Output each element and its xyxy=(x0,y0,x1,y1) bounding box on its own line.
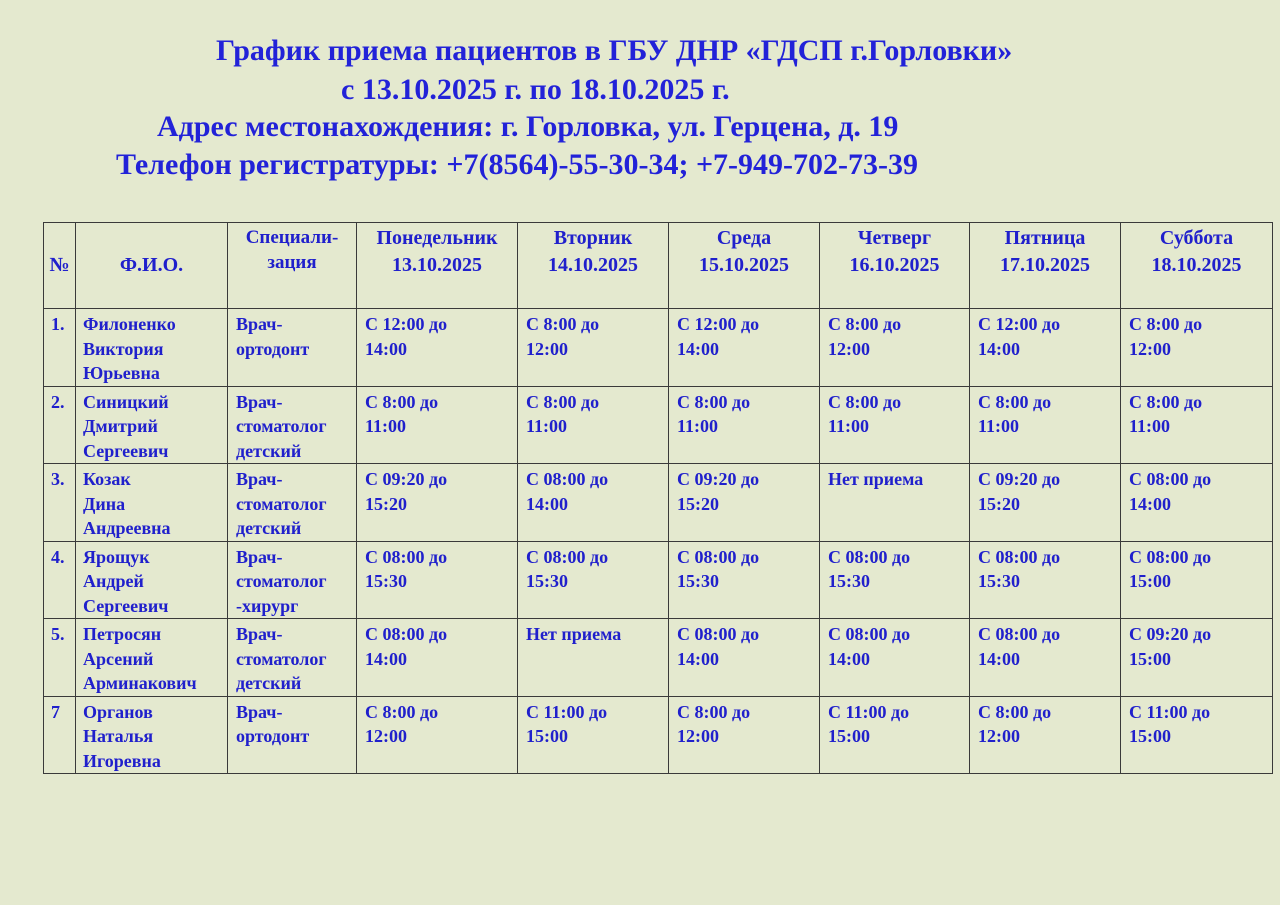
col-header-spec-line1: Специали- xyxy=(245,227,339,248)
doctor-name-cell xyxy=(76,309,228,387)
specialization-line: Врач- xyxy=(236,546,283,567)
row-number: 5. xyxy=(44,619,76,697)
hours-thursday-cell: С 08:00 до 14:00 xyxy=(820,619,970,697)
hours-saturday-cell: С 8:00 до 12:00 xyxy=(1121,309,1273,387)
doctor-name-line: Наталья xyxy=(83,726,154,746)
col-header-fio: Ф.И.О. xyxy=(76,223,228,309)
row-number: 1. xyxy=(44,309,76,387)
hours-wednesday-cell: С 8:00 до 12:00 xyxy=(669,696,820,774)
col-header-thursday xyxy=(820,223,970,309)
hours-friday-cell: С 8:00 до 11:00 xyxy=(970,386,1121,464)
hours-saturday-cell: С 11:00 до 15:00 xyxy=(1121,696,1273,774)
row-number: 3. xyxy=(44,464,76,542)
day-name: Суббота xyxy=(1159,227,1234,249)
hours-wednesday-cell: С 08:00 до 14:00 xyxy=(669,619,820,697)
date-range: с 13.10.2025 г. по 18.10.2025 г. xyxy=(341,73,730,106)
doctor-name-line: Арминакович xyxy=(83,673,197,693)
hours-tuesday-cell: С 08:00 до 14:00 xyxy=(518,464,669,542)
hours-thursday-cell: Нет приема xyxy=(820,464,970,542)
specialization-cell xyxy=(228,696,357,774)
specialization-cell xyxy=(228,541,357,619)
specialization-line: Врач- xyxy=(236,469,283,489)
specialization-line: стоматолог xyxy=(236,571,327,591)
doctor-name-line: Арсений xyxy=(83,648,154,669)
day-date: 17.10.2025 xyxy=(1000,254,1090,276)
specialization-line: стоматолог xyxy=(236,416,327,436)
day-date: 16.10.2025 xyxy=(849,254,940,276)
doctor-name-line: Виктория xyxy=(83,338,164,359)
doctor-name-line: Ярощук xyxy=(83,546,150,567)
specialization-line: ортодонт xyxy=(236,726,310,746)
doctor-name-line: Дина xyxy=(83,493,126,514)
col-header-number: № xyxy=(44,223,76,309)
doctor-name-line: Дмитрий xyxy=(83,416,158,436)
specialization-line: Врач- xyxy=(236,624,283,644)
hours-saturday-cell: С 08:00 до 14:00 xyxy=(1121,464,1273,542)
page-title: График приема пациентов в ГБУ ДНР «ГДСП г.Горловки» xyxy=(216,34,1013,67)
specialization-line: ортодонт xyxy=(236,338,310,359)
hours-monday-cell: С 8:00 до 12:00 xyxy=(357,696,518,774)
day-date: 13.10.2025 xyxy=(392,254,482,276)
hours-tuesday-cell: С 08:00 до 15:30 xyxy=(518,541,669,619)
hours-monday-cell: С 8:00 до 11:00 xyxy=(357,386,518,464)
hours-tuesday-cell: С 8:00 до 12:00 xyxy=(518,309,669,387)
col-header-spec-line2: зация xyxy=(267,252,317,273)
hours-monday-cell: С 08:00 до 14:00 xyxy=(357,619,518,697)
doctor-name-cell xyxy=(76,541,228,619)
day-date: 15.10.2025 xyxy=(699,254,789,276)
hours-monday-cell: С 08:00 до 15:30 xyxy=(357,541,518,619)
specialization-line: детский xyxy=(236,673,302,693)
address-line: Адрес местонахождения: г. Горловка, ул. Герцена, д. 19 xyxy=(157,110,899,143)
specialization-cell xyxy=(228,619,357,697)
doctor-name-line: Сергеевич xyxy=(83,595,169,616)
day-name: Среда xyxy=(716,227,772,249)
hours-thursday-cell: С 11:00 до 15:00 xyxy=(820,696,970,774)
row-number: 7 xyxy=(44,696,76,774)
day-name: Вторник xyxy=(553,227,633,249)
col-header-tuesday xyxy=(518,223,669,309)
hours-monday-cell: С 09:20 до 15:20 xyxy=(357,464,518,542)
specialization-cell xyxy=(228,386,357,464)
table-row xyxy=(44,696,1273,774)
col-header-monday xyxy=(357,223,518,309)
specialization-line: стоматолог xyxy=(236,648,327,669)
doctor-name-cell xyxy=(76,464,228,542)
table-row xyxy=(44,541,1273,619)
hours-friday-cell: С 09:20 до 15:20 xyxy=(970,464,1121,542)
hours-saturday-cell: С 8:00 до 11:00 xyxy=(1121,386,1273,464)
hours-tuesday-cell: С 11:00 до 15:00 xyxy=(518,696,669,774)
doctor-name-cell xyxy=(76,386,228,464)
col-header-wednesday xyxy=(669,223,820,309)
row-number: 4. xyxy=(44,541,76,619)
schedule-table xyxy=(43,222,1273,774)
col-header-specialization xyxy=(228,223,357,309)
specialization-line: детский xyxy=(236,440,302,461)
day-name: Пятница xyxy=(1004,227,1086,249)
header-row xyxy=(44,223,1273,309)
day-name: Понедельник xyxy=(376,227,498,249)
col-header-saturday xyxy=(1121,223,1273,309)
day-date: 14.10.2025 xyxy=(548,254,638,276)
row-number: 2. xyxy=(44,386,76,464)
doctor-name-cell xyxy=(76,619,228,697)
doctor-name-line: Органов xyxy=(83,701,153,722)
doctor-name-line: Сергеевич xyxy=(83,440,169,461)
hours-thursday-cell: С 08:00 до 15:30 xyxy=(820,541,970,619)
specialization-line: Врач- xyxy=(236,391,283,412)
phone-line: Телефон регистратуры: +7(8564)-55-30-34; +7-949-702-73-39 xyxy=(116,148,919,181)
doctor-name-line: Игоревна xyxy=(83,750,161,771)
specialization-cell xyxy=(228,309,357,387)
hours-tuesday-cell: С 8:00 до 11:00 xyxy=(518,386,669,464)
hours-wednesday-cell: С 8:00 до 11:00 xyxy=(669,386,820,464)
specialization-line: Врач- xyxy=(236,314,283,334)
doctor-name-line: Петросян xyxy=(83,624,162,644)
hours-friday-cell: С 08:00 до 15:30 xyxy=(970,541,1121,619)
col-header-friday xyxy=(970,223,1121,309)
hours-wednesday-cell: С 12:00 до 14:00 xyxy=(669,309,820,387)
hours-monday-cell: С 12:00 до 14:00 xyxy=(357,309,518,387)
hours-tuesday-cell: Нет приема xyxy=(518,619,669,697)
doctor-name-cell xyxy=(76,696,228,774)
hours-saturday-cell: С 09:20 до 15:00 xyxy=(1121,619,1273,697)
doctor-name-line: Андрей xyxy=(83,571,144,591)
hours-wednesday-cell: С 08:00 до 15:30 xyxy=(669,541,820,619)
hours-wednesday-cell: С 09:20 до 15:20 xyxy=(669,464,820,542)
hours-thursday-cell: С 8:00 до 12:00 xyxy=(820,309,970,387)
doctor-name-line: Козак xyxy=(83,469,131,489)
hours-saturday-cell: С 08:00 до 15:00 xyxy=(1121,541,1273,619)
specialization-line: стоматолог xyxy=(236,493,327,514)
hours-friday-cell: С 8:00 до 12:00 xyxy=(970,696,1121,774)
hours-friday-cell: С 08:00 до 14:00 xyxy=(970,619,1121,697)
table-body xyxy=(44,309,1273,774)
doctor-name-line: Филоненко xyxy=(83,314,176,334)
day-date: 18.10.2025 xyxy=(1151,254,1242,276)
hours-thursday-cell: С 8:00 до 11:00 xyxy=(820,386,970,464)
specialization-cell xyxy=(228,464,357,542)
table-row xyxy=(44,464,1273,542)
doctor-name-line: Юрьевна xyxy=(83,363,160,383)
doctor-name-line: Синицкий xyxy=(83,391,169,412)
table-row xyxy=(44,309,1273,387)
specialization-line: детский xyxy=(236,518,302,538)
table-header xyxy=(44,223,1273,309)
table-row xyxy=(44,619,1273,697)
table-row xyxy=(44,386,1273,464)
hours-friday-cell: С 12:00 до 14:00 xyxy=(970,309,1121,387)
specialization-line: -хирург xyxy=(236,595,299,616)
doctor-name-line: Андреевна xyxy=(83,518,171,538)
day-name: Четверг xyxy=(857,227,932,249)
specialization-line: Врач- xyxy=(236,701,283,722)
